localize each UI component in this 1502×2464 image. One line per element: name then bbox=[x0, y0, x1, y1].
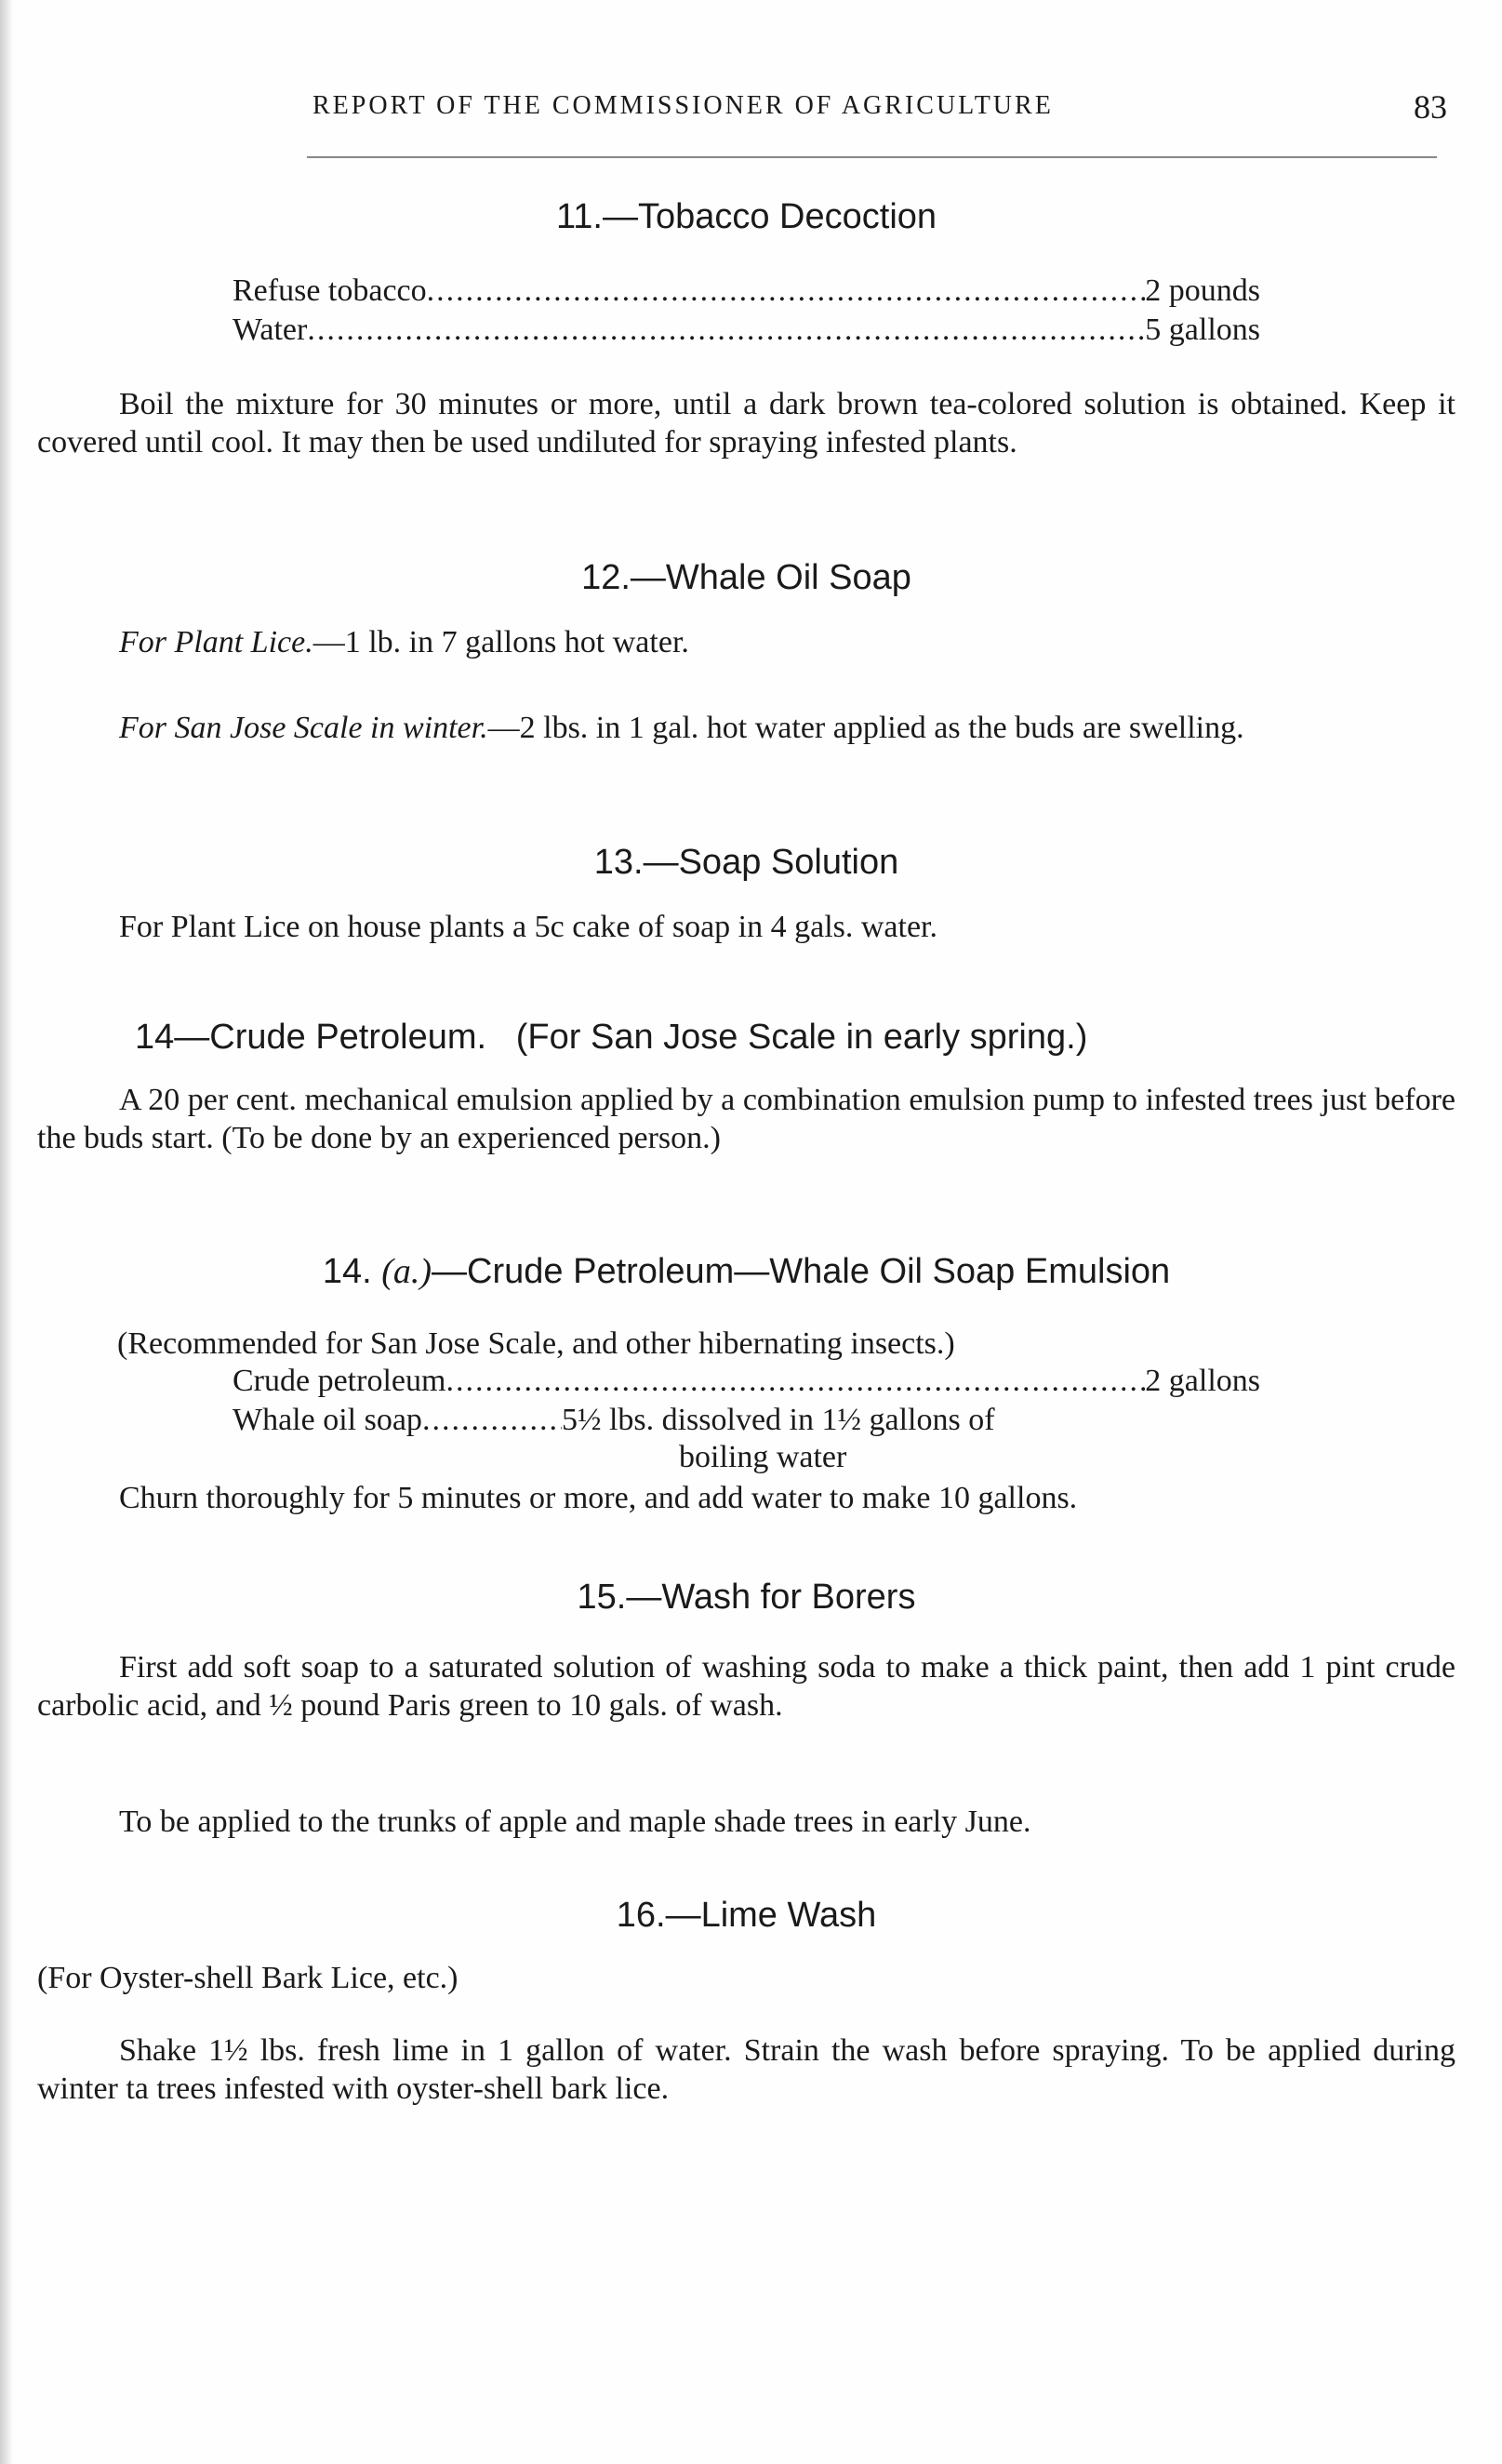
plant-lice-label: For Plant Lice. bbox=[119, 625, 313, 659]
section-14-body: A 20 per cent. mechanical emulsion applied by a combination emulsion pump to infested trees just before the buds start. (To be done by an experienced person.) bbox=[37, 1083, 1455, 1155]
section-14-note: (For San Jose Scale in early spring.) bbox=[515, 1018, 1088, 1057]
san-jose-text: —2 lbs. in 1 gal. hot water applied as the buds are swelling. bbox=[487, 711, 1244, 745]
recipe-row-whale-oil-soap bbox=[233, 1403, 1260, 1438]
section-16-body: Shake 1½ lbs. fresh lime in 1 gallon of water. Strain the wash before spraying. To be applied during winter ta trees infested with oyster-shell bark lice. bbox=[37, 2033, 1455, 2106]
recipe-qty: 2 gallons bbox=[1145, 1364, 1260, 1398]
leader-dots bbox=[307, 313, 1145, 348]
section-11-heading: 11.—Tobacco Decoction bbox=[555, 197, 937, 236]
recipe-item: Whale oil soap bbox=[233, 1403, 422, 1437]
recipe-row-crude-petroleum bbox=[233, 1364, 1260, 1399]
section-14a-body: Churn thoroughly for 5 minutes or more, and add water to make 10 gallons. bbox=[119, 1481, 1078, 1515]
section-13-heading: 13.—Soap Solution bbox=[593, 843, 899, 882]
section-14a-number: 14. bbox=[322, 1252, 372, 1291]
running-head bbox=[0, 88, 1502, 128]
section-14a-sub: (a.) bbox=[381, 1252, 432, 1291]
page-number: 83 bbox=[1414, 88, 1447, 126]
header-rule bbox=[307, 156, 1437, 158]
plant-lice-text: —1 lb. in 7 gallons hot water. bbox=[312, 625, 689, 659]
recipe-row-water bbox=[233, 313, 1260, 348]
section-11-body: Boil the mixture for 30 minutes or more, until a dark brown tea-colored solution is obtained. Keep it covered until cool. It may then be used undiluted for spraying infested plants. bbox=[37, 387, 1455, 460]
section-15-application: To be applied to the trunks of apple and maple shade trees in early June. bbox=[119, 1805, 1031, 1839]
recipe-item: Refuse tobacco bbox=[233, 273, 427, 308]
leader-dots bbox=[422, 1403, 562, 1438]
section-12-heading: 12.—Whale Oil Soap bbox=[581, 558, 911, 597]
section-14-heading bbox=[135, 1018, 1502, 1058]
recipe-qty: 5½ lbs. dissolved in 1½ gallons of bbox=[561, 1403, 995, 1437]
section-14-title: 14—Crude Petroleum. bbox=[135, 1018, 487, 1057]
leader-dots bbox=[445, 1364, 1145, 1399]
recipe-item: Water bbox=[233, 313, 308, 347]
recipe-row-continuation: boiling water bbox=[679, 1440, 847, 1474]
leader-dots bbox=[427, 273, 1146, 309]
section-12-san-jose bbox=[37, 709, 1455, 747]
recipe-qty: 2 pounds bbox=[1145, 273, 1260, 308]
section-16-subheading: (For Oyster-shell Bark Lice, etc.) bbox=[37, 1961, 459, 1995]
section-16-heading: 16.—Lime Wash bbox=[616, 1896, 877, 1935]
page-edge-shadow bbox=[0, 0, 13, 2464]
san-jose-label: For San Jose Scale in winter. bbox=[119, 711, 488, 745]
running-title: REPORT OF THE COMMISSIONER OF AGRICULTURE bbox=[312, 91, 1054, 120]
section-14a-title: —Crude Petroleum—Whale Oil Soap Emulsion bbox=[432, 1252, 1171, 1291]
recipe-qty: 5 gallons bbox=[1145, 313, 1260, 347]
section-15-heading: 15.—Wash for Borers bbox=[577, 1578, 916, 1617]
section-14a-heading bbox=[37, 1251, 1455, 1292]
section-12-plant-lice bbox=[37, 623, 1455, 661]
section-14a-note: (Recommended for San Jose Scale, and other hibernating insects.) bbox=[117, 1326, 955, 1361]
section-15-body: First add soft soap to a saturated solution of washing soda to make a thick paint, then add 1 pint crude carbolic acid, and ½ pound Paris green to 10 gals. of wash. bbox=[37, 1650, 1455, 1723]
recipe-row-refuse-tobacco bbox=[233, 273, 1260, 309]
section-13-body: For Plant Lice on house plants a 5c cake of soap in 4 gals. water. bbox=[119, 910, 937, 944]
recipe-item: Crude petroleum bbox=[233, 1364, 446, 1398]
